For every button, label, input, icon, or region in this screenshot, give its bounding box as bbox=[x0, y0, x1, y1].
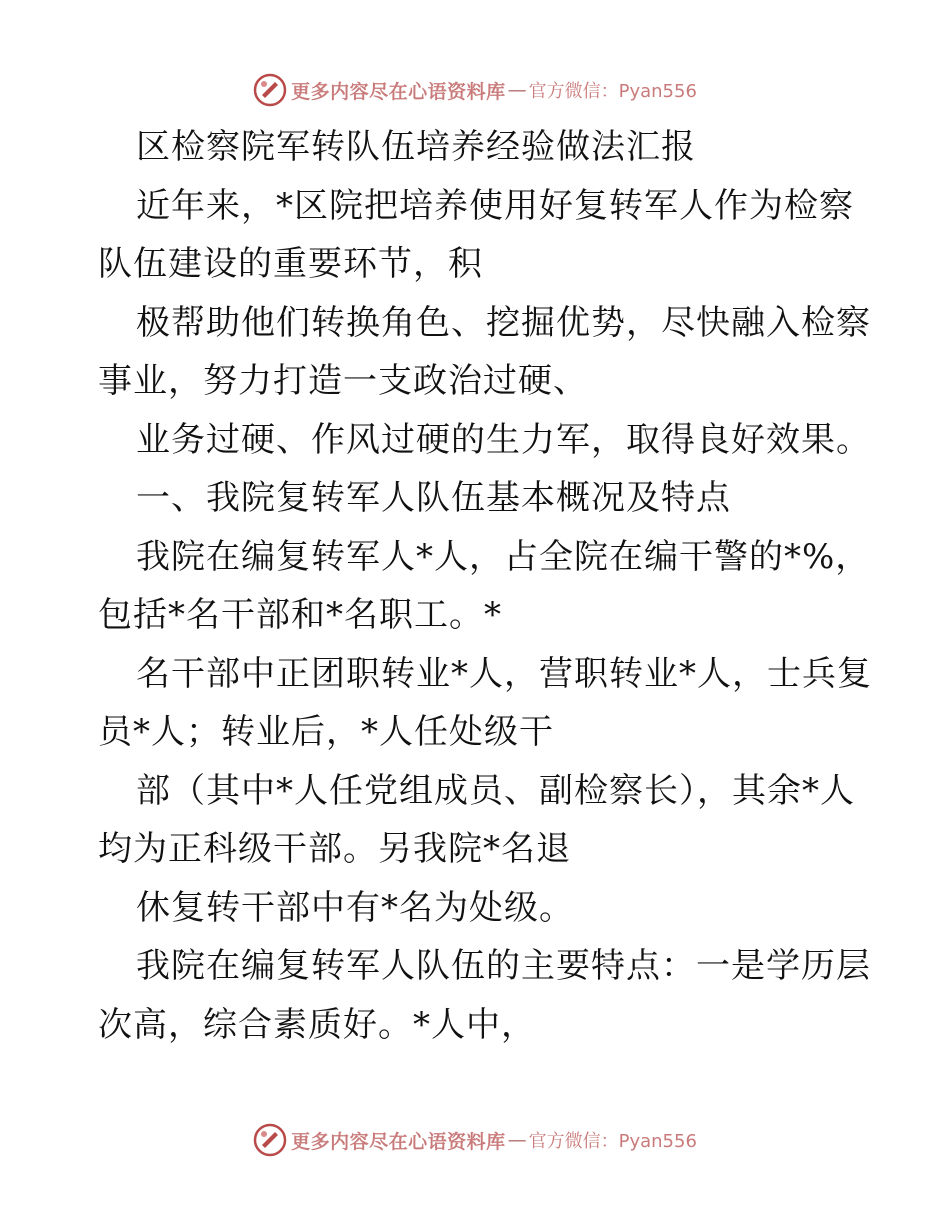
banner-text: 更多内容尽在心语资料库 bbox=[291, 80, 506, 103]
banner-dash: — bbox=[507, 79, 527, 101]
doc-line: 次高，综合素质好。*人中， bbox=[98, 1004, 536, 1045]
banner-wechat: 官方微信：Pyan556 bbox=[528, 1131, 697, 1152]
doc-line: 我院在编复转军人队伍的主要特点：一是学历层 bbox=[136, 946, 871, 986]
doc-line: 队伍建设的重要环节，积 bbox=[98, 244, 483, 284]
doc-line: 极帮助他们转换角色、挖掘优势，尽快融入检察 bbox=[136, 302, 871, 343]
doc-line: 业务过硬、作风过硬的生力军，取得良好效果。 bbox=[136, 419, 871, 460]
section-heading: 一、我院复转军人队伍基本概况及特点 bbox=[136, 478, 731, 518]
banner-dash: — bbox=[507, 1129, 527, 1151]
banner-text: 更多内容尽在心语资料库 bbox=[291, 1130, 506, 1153]
banner-wechat: 官方微信：Pyan556 bbox=[528, 81, 697, 102]
doc-line: 事业，努力打造一支政治过硬、 bbox=[98, 361, 588, 401]
brand-logo-icon bbox=[253, 1123, 287, 1157]
footer-watermark bbox=[0, 1120, 950, 1160]
doc-line: 员*人；转业后，*人任处级干 bbox=[98, 712, 554, 752]
doc-line: 名干部中正团职转业*人，营职转业*人，士兵复 bbox=[136, 653, 872, 694]
doc-title: 区检察院军转队伍培养经验做法汇报 bbox=[136, 127, 696, 167]
header-watermark bbox=[0, 70, 950, 110]
doc-line: 包括*名干部和*名职工。* bbox=[98, 595, 502, 635]
doc-line: 休复转干部中有*名为处级。 bbox=[136, 887, 574, 928]
doc-line: 近年来，*区院把培养使用好复转军人作为检察 bbox=[136, 185, 854, 226]
doc-line: 部（其中*人任党组成员、副检察长），其余*人 bbox=[136, 770, 855, 811]
document-body bbox=[98, 118, 872, 1054]
doc-line: 我院在编复转军人*人，占全院在编干警的*%， bbox=[136, 536, 871, 577]
doc-line: 均为正科级干部。另我院*名退 bbox=[98, 829, 571, 869]
brand-logo-icon bbox=[253, 73, 287, 107]
